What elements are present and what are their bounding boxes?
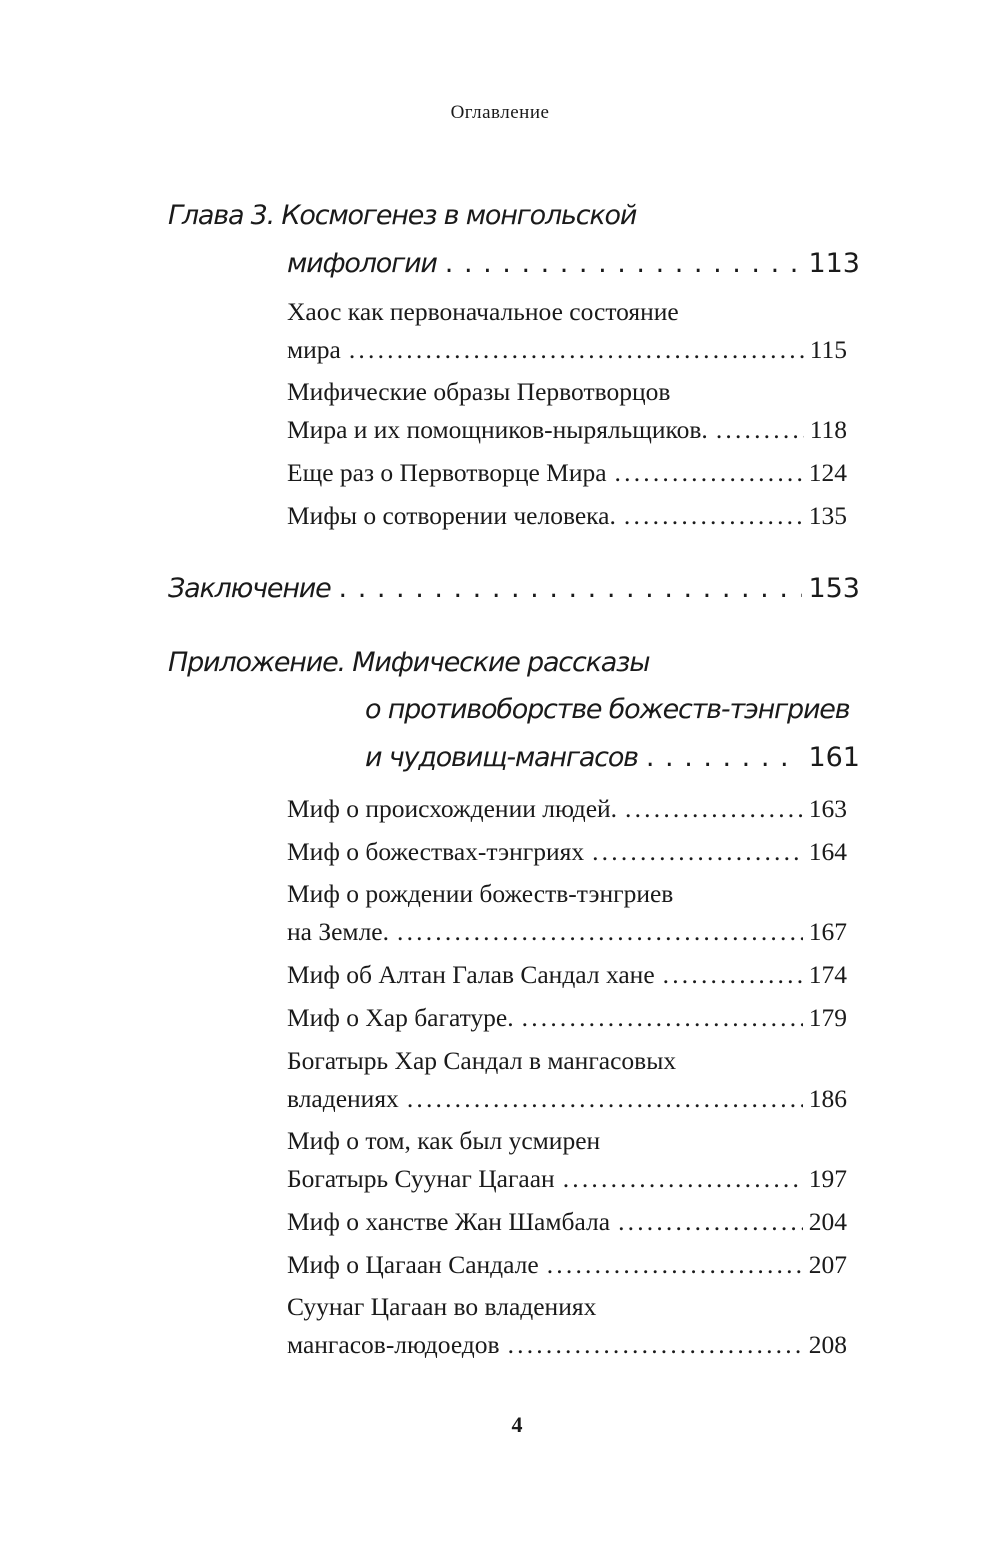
toc-entry: Миф о Цагаан Сандале ..... 207 (287, 1250, 847, 1280)
page-number: 197 (808, 1164, 847, 1193)
toc-entry: Миф о божествах-тэнгриях ..... 164 (287, 837, 847, 867)
toc-entry: мангасов-людоедов ..... 208 (287, 1330, 847, 1360)
page-number: 135 (808, 501, 847, 530)
toc-entry: Богатырь Суунаг Цагаан ..... 197 (287, 1164, 847, 1194)
page-number: 179 (808, 1003, 847, 1032)
toc-entry: Мира и их помощников-ныряльщиков. ..... 118 (287, 415, 847, 445)
dot-leader (624, 501, 803, 531)
page-number: 204 (808, 1207, 847, 1236)
dot-leader (397, 917, 803, 947)
page-number: 163 (808, 794, 847, 823)
dot-leader (547, 1250, 803, 1280)
page-number: 174 (808, 960, 847, 989)
page-number: 164 (808, 837, 847, 866)
toc-entry: Миф об Алтан Галав Сандал хане ..... 174 (287, 960, 847, 990)
dot-leader (445, 248, 803, 279)
dot-leader (563, 1164, 803, 1194)
toc-entry: Миф о Хар багатуре. ..... 179 (287, 1003, 847, 1033)
page-number: 124 (808, 458, 847, 487)
toc-entry: Миф о происхождении людей. ..... 163 (287, 794, 847, 824)
dot-leader (716, 415, 804, 445)
dot-leader (522, 1003, 803, 1033)
page-number: 186 (808, 1084, 847, 1113)
page-number: 161 (808, 742, 860, 773)
page-number: 118 (809, 415, 847, 444)
page-number: 115 (809, 335, 847, 364)
toc-entry: мифологии . . . 113 (287, 248, 860, 279)
dot-leader (646, 742, 803, 773)
toc-entry: Мифы о сотворении человека. ..... 135 (287, 501, 847, 531)
toc-chapter-title: о противоборстве божеств-тэнгриев (365, 694, 850, 725)
toc-entry: мира ..... 115 (287, 335, 847, 365)
toc-entry: Еще раз о Первотворце Мира ..... 124 (287, 458, 847, 488)
toc-entry: владениях ..... 186 (287, 1084, 847, 1114)
toc-entry: Хаос как первоначальное состояние (287, 297, 679, 326)
toc-chapter-title: Заключение . . . 153 (168, 573, 860, 604)
toc-chapter-title: Глава 3. Космогенез в монгольской (168, 200, 637, 231)
toc-entry: Мифические образы Первотворцов (287, 377, 671, 406)
toc-entry: Суунаг Цагаан во владениях (287, 1292, 597, 1321)
page-number: 113 (808, 248, 860, 279)
toc-entry: на Земле. ..... 167 (287, 917, 847, 947)
toc-entry: Миф о ханстве Жан Шамбала ..... 204 (287, 1207, 847, 1237)
toc-entry: и чудовищ-мангасов . . . 161 (365, 742, 860, 773)
page-number: 167 (808, 917, 847, 946)
page-number: 207 (808, 1250, 847, 1279)
toc-chapter-title: Приложение. Мифические рассказы (168, 647, 650, 678)
dot-leader (508, 1330, 803, 1360)
dot-leader (625, 794, 803, 824)
dot-leader (407, 1084, 803, 1114)
page-number: 208 (808, 1330, 847, 1359)
toc-entry: Миф о рождении божеств-тэнгриев (287, 879, 674, 908)
toc-entry: Миф о том, как был усмирен (287, 1126, 601, 1155)
page-folio: 4 (511, 1412, 523, 1437)
dot-leader (618, 1207, 803, 1237)
page-number: 153 (808, 573, 860, 604)
dot-leader (615, 458, 803, 488)
toc-entry: Богатырь Хар Сандал в мангасовых (287, 1046, 677, 1075)
dot-leader (592, 837, 803, 867)
dot-leader (349, 335, 804, 365)
running-head: Оглавление (450, 102, 550, 123)
dot-leader (663, 960, 803, 990)
dot-leader (339, 573, 803, 604)
